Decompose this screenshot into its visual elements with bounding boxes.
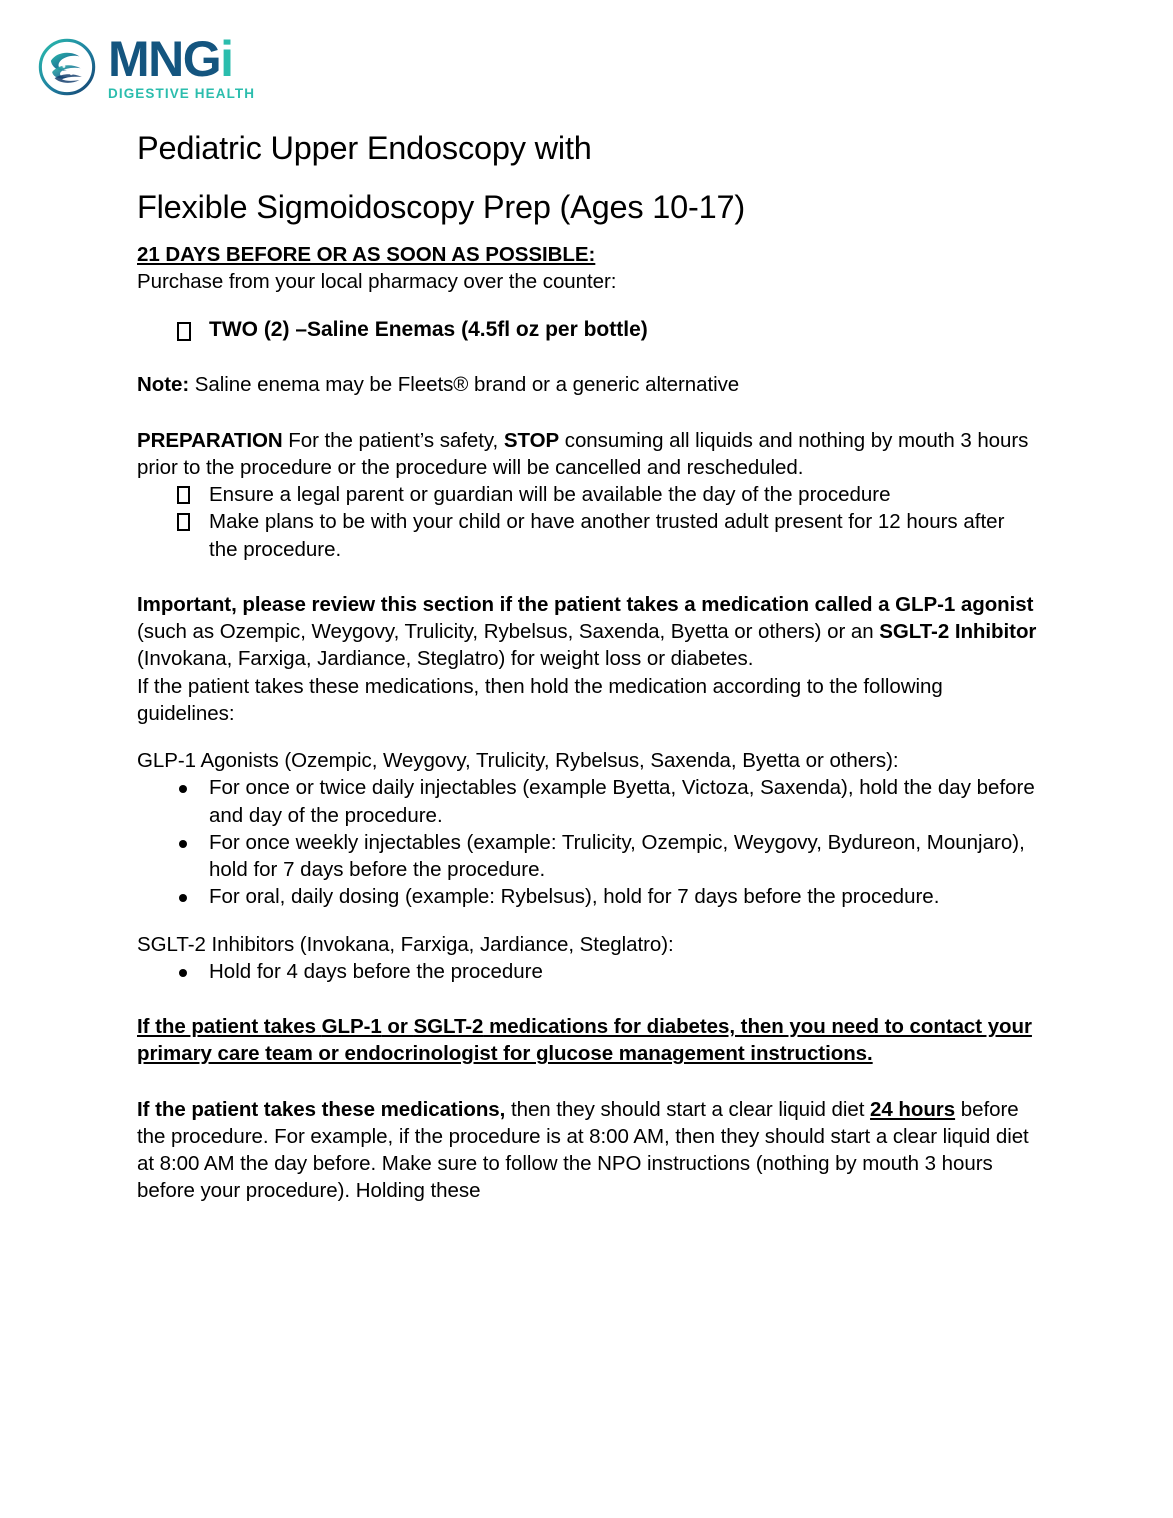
- spacer: [137, 563, 1037, 591]
- note-label: Note:: [137, 373, 190, 397]
- important-text-b: (Invokana, Farxiga, Jardiance, Steglatro) for weight loss or diabetes.: [137, 647, 754, 671]
- checkbox-square-icon: [177, 486, 190, 504]
- list-item: [137, 481, 1037, 508]
- list-item: [137, 316, 1037, 344]
- diabetes-notice-text-c: medications for diabetes, then you need to contact your primary care team or endocrinologist for glucose management instructions.: [137, 1015, 1032, 1066]
- clear-liquid-text-b: before the procedure. For example, if the procedure is at 8:00 AM, then they should start a clear liquid diet at 8:00 AM the day before. Make sure to follow the NPO instructions (nothing by mouth 3 hours before your procedure). Holding these: [137, 1097, 1029, 1203]
- preparation-label: PREPARATION: [137, 428, 283, 452]
- list-item-label: For once or twice daily injectables (example Byetta, Victoza, Saxenda), hold the day before and day of the procedure.: [209, 776, 1035, 827]
- preparation-paragraph: [137, 427, 1037, 482]
- bullet-dot-icon: [179, 840, 187, 848]
- diabetes-notice-text-a: If the patient takes: [137, 1015, 322, 1039]
- clear-liquid-diet-paragraph: [137, 1096, 1037, 1205]
- mngi-circle-wave-logo-icon: [36, 36, 98, 98]
- clear-liquid-bold-lead: If the patient takes these medications,: [137, 1097, 506, 1121]
- list-item: [137, 829, 1037, 884]
- checkbox-square-icon: [177, 513, 190, 531]
- sglt2-inhibitors-heading: SGLT-2 Inhibitors (Invokana, Farxiga, Jardiance, Steglatro):: [137, 932, 674, 956]
- list-item-label: For once weekly injectables (example: Trulicity, Ozempic, Weygovy, Bydureon, Mounjaro), hold for 7 days before the procedure.: [209, 830, 1025, 882]
- list-item-label: TWO (2) –Saline Enemas (4.5fl oz per bottle): [209, 317, 648, 341]
- glp1-emphasis: GLP-1: [321, 1015, 382, 1039]
- list-item: [137, 508, 1037, 563]
- sglt2-inhibitor-emphasis: SGLT-2 Inhibitor: [879, 620, 1037, 644]
- preparation-text-a: For the patient’s safety,: [282, 428, 504, 452]
- mngi-logo: [36, 31, 256, 101]
- checkbox-square-icon: [177, 322, 191, 341]
- spacer: [137, 343, 1037, 371]
- clear-liquid-text-a: then they should start a clear liquid diet: [505, 1097, 871, 1121]
- bullet-dot-icon: [179, 785, 187, 793]
- glp1-bullet-list: [137, 774, 1037, 910]
- important-paragraph: [137, 591, 1037, 673]
- mngi-brand-name: [108, 31, 233, 87]
- bullet-dot-icon: [179, 969, 187, 977]
- glp1-agonists-heading: GLP-1 Agonists (Ozempic, Weygovy, Trulicity, Rybelsus, Saxenda, Byetta or others):: [137, 749, 899, 773]
- brand-tagline: DIGESTIVE HEALTH: [108, 85, 256, 101]
- section-subheading-purchase: Purchase from your local pharmacy over the counter:: [137, 270, 617, 294]
- spacer: [137, 727, 1037, 747]
- stop-emphasis: STOP: [503, 428, 560, 452]
- purchase-item-list: [137, 316, 1037, 344]
- mngi-wordmark: [108, 31, 256, 101]
- spacer: [137, 399, 1037, 427]
- sglt2-bullet-list: [137, 958, 1037, 985]
- diabetes-notice-paragraph: [137, 1013, 1037, 1068]
- list-item-label: For oral, daily dosing (example: Rybelsus), hold for 7 days before the procedure.: [209, 885, 940, 909]
- list-item: [137, 958, 1037, 985]
- important-guidelines-intro: If the patient takes these medications, then hold the medication according to the following guidelines:: [137, 674, 943, 725]
- list-item: [137, 883, 1037, 910]
- list-item-label: Make plans to be with your child or have another trusted adult present for 12 hours after the procedure.: [209, 510, 1005, 561]
- section-heading-21-days: 21 DAYS BEFORE OR AS SOON AS POSSIBLE:: [137, 243, 596, 266]
- bullet-dot-icon: [179, 894, 187, 902]
- 24-hours-emphasis: 24 hours: [870, 1097, 956, 1121]
- brand-i-text: i: [220, 31, 233, 87]
- list-item-label: Hold for 4 days before the procedure: [209, 959, 543, 983]
- brand-mng-text: MNG: [108, 31, 221, 87]
- preparation-bullet-list: [137, 481, 1037, 563]
- spacer: [137, 1068, 1037, 1096]
- spacer: [137, 985, 1037, 1013]
- note-text: Saline enema may be Fleets® brand or a generic alternative: [189, 373, 740, 397]
- page-title-line-1: Pediatric Upper Endoscopy with: [137, 130, 592, 166]
- important-text-a: (such as Ozempic, Weygovy, Trulicity, Rybelsus, Saxenda, Byetta or others) or an: [137, 620, 880, 644]
- important-bold-lead: Important, please review this section if the patient takes a medication called a GLP-1 agonist: [137, 592, 1034, 616]
- diabetes-notice-text-b: or: [381, 1015, 414, 1039]
- list-item-label: Ensure a legal parent or guardian will be available the day of the procedure: [209, 483, 891, 507]
- spacer: [137, 296, 1037, 316]
- sglt2-emphasis: SGLT-2: [413, 1015, 484, 1039]
- note-paragraph: [137, 371, 1037, 398]
- list-item: [137, 774, 1037, 829]
- document-body: [137, 132, 1037, 1205]
- page-title-line-2: Flexible Sigmoidoscopy Prep (Ages 10-17): [137, 188, 745, 225]
- spacer: [137, 911, 1037, 931]
- preparation-text-b: consuming all liquids and nothing by mouth 3 hours prior to the procedure or the procedure will be cancelled and rescheduled.: [137, 428, 1029, 479]
